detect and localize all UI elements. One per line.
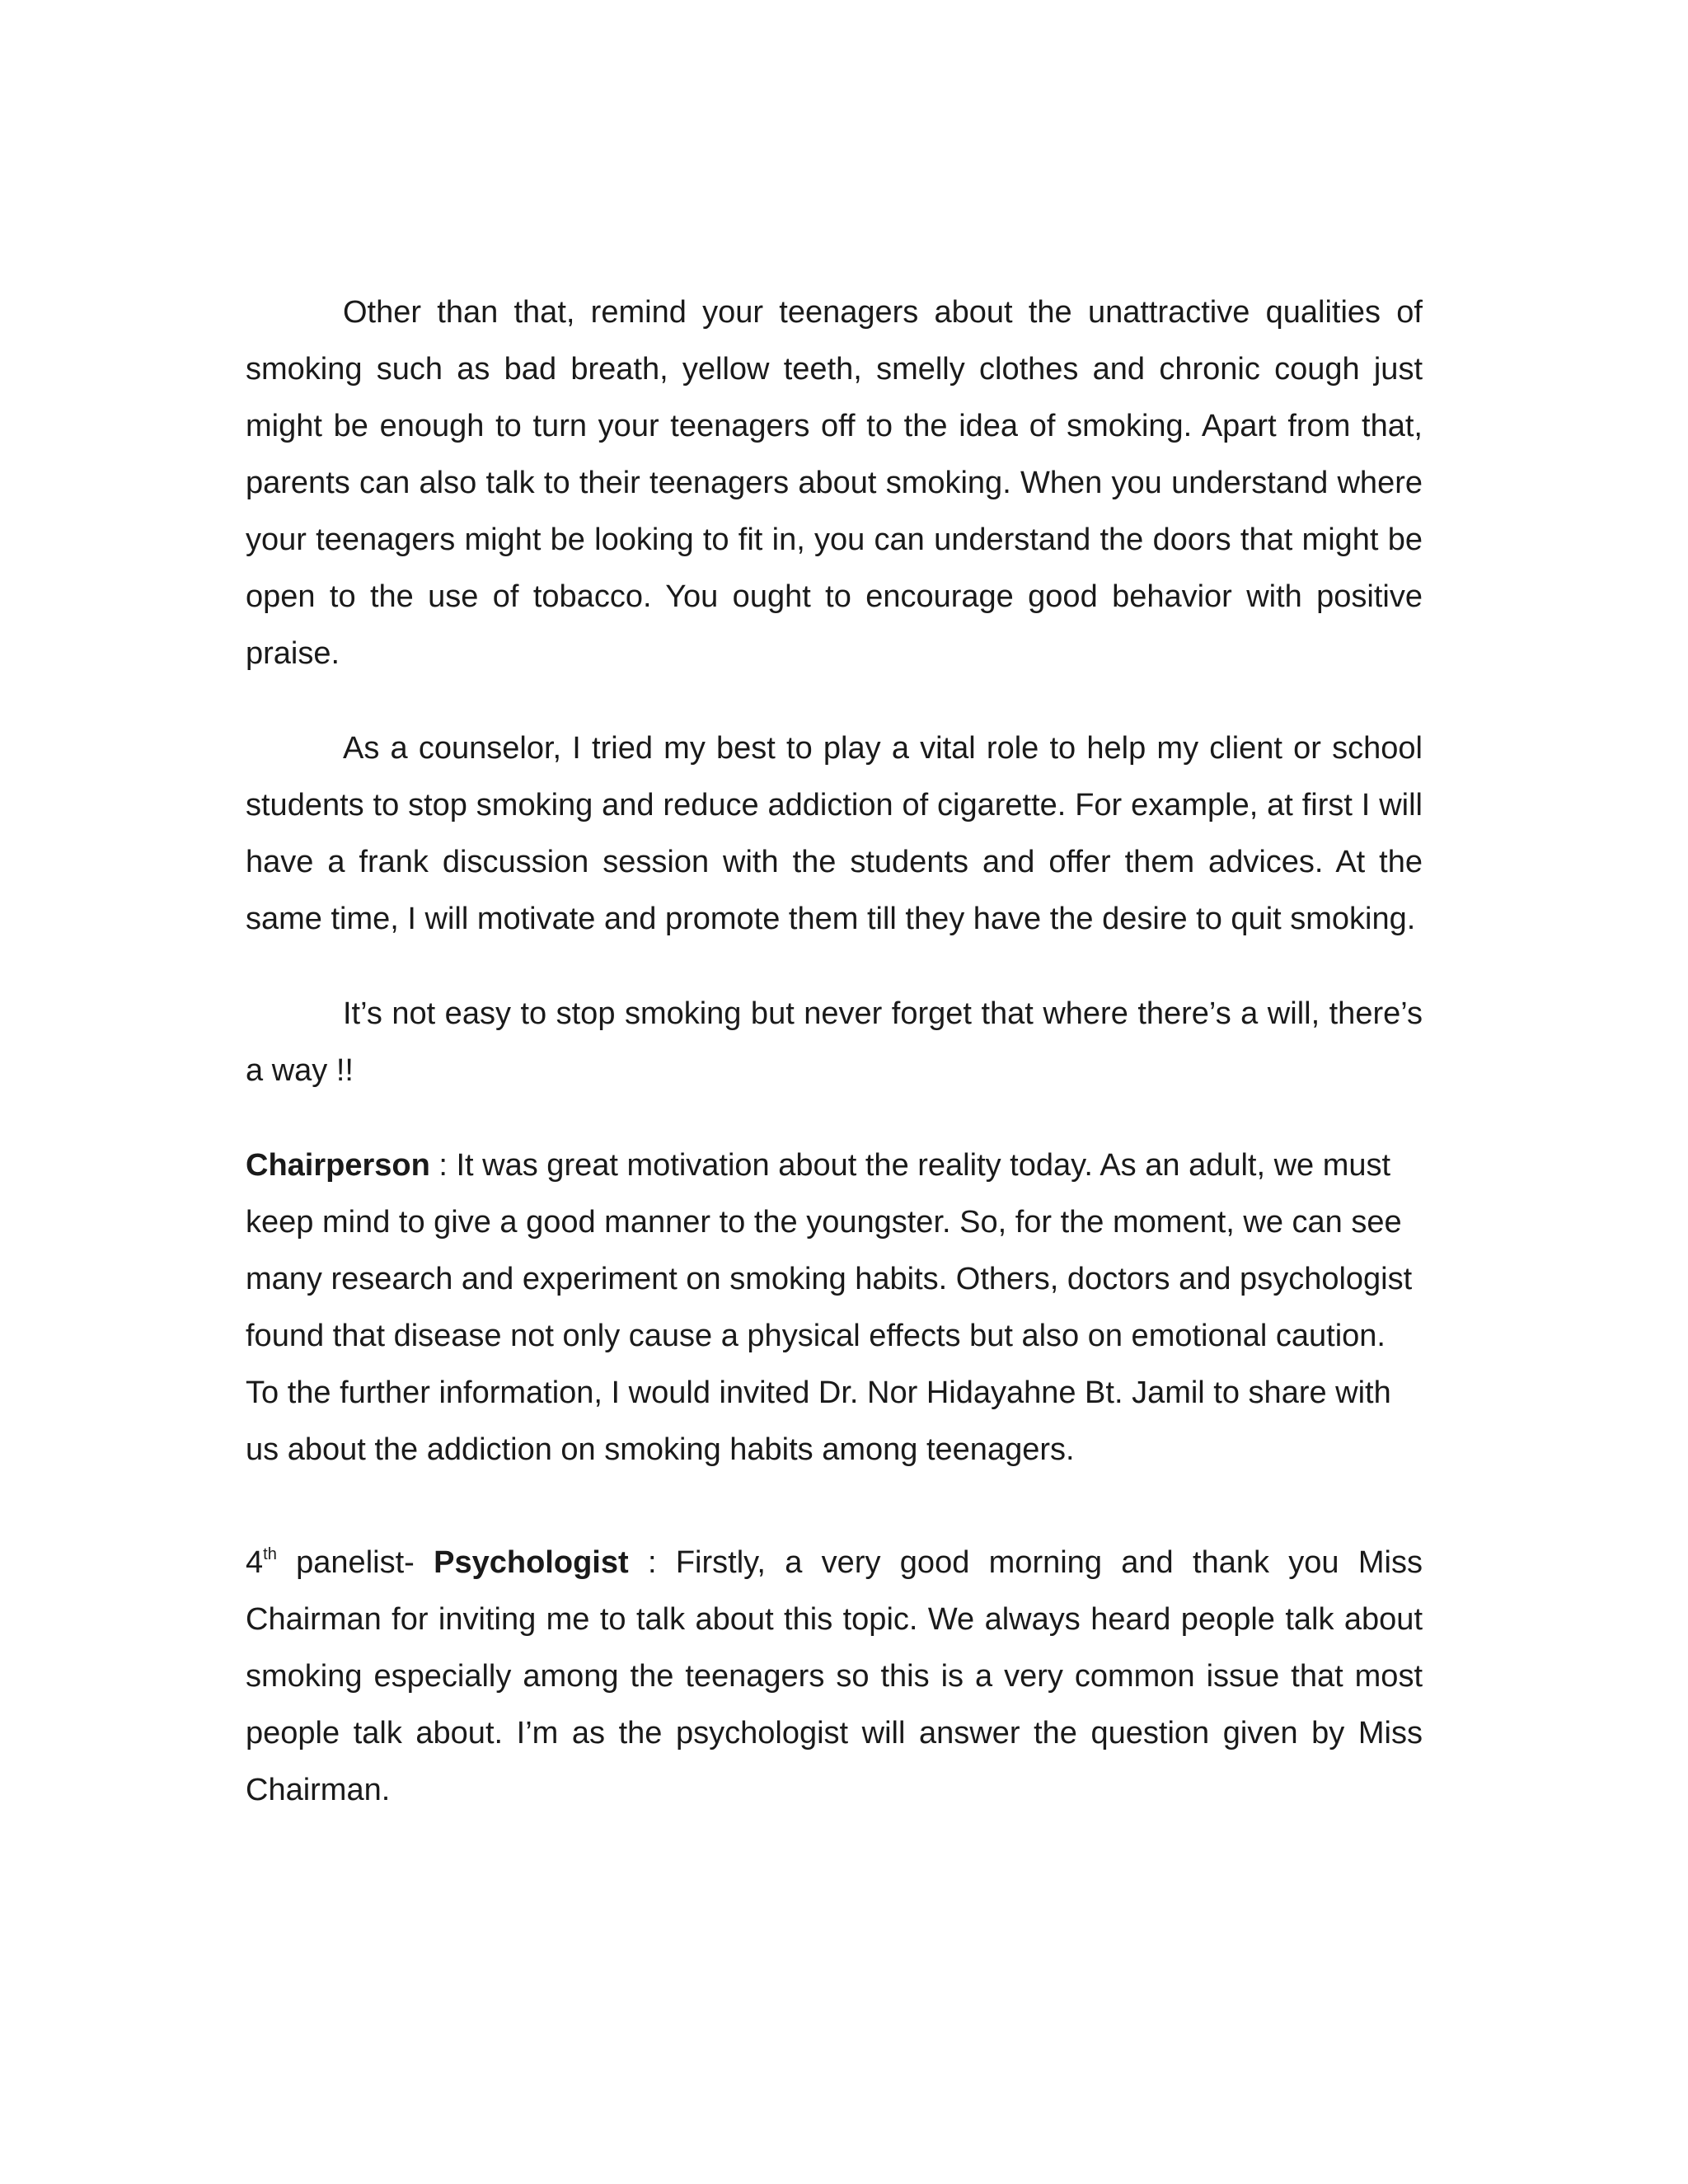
paragraph-counselor-role: As a counselor, I tried my best to play a vital role to help my client or school students to stop smoking and reduce addiction of cigarette. For example, at first I will have a frank discussion session with the students and offer them advices. At the same time, I will motivate and promote them till they have the desire to quit smoking. bbox=[246, 731, 1423, 936]
document-body bbox=[246, 284, 1423, 1819]
panelist-label: panelist- bbox=[276, 1545, 434, 1580]
panelist-number: 4 bbox=[246, 1545, 264, 1580]
paragraph-closing-remark: It’s not easy to stop smoking but never forget that where there’s a will, there’s a way !! bbox=[246, 996, 1423, 1088]
chairperson-statement bbox=[246, 1137, 1423, 1479]
psychologist-statement bbox=[246, 1535, 1423, 1819]
panelist-ordinal-suffix: th bbox=[263, 1545, 277, 1563]
chairperson-statement-text: : It was great motivation about the reality today. As an adult, we must keep mind to give a good manner to the youngster. So, for the moment, we can see many research and experiment on smoking habits. Others, doctors and psychologist found that disease not only cause a physical effects but also on emotional caution. To the further information, I would invited Dr. Nor Hidayahne Bt. Jamil to share with us about the addiction on smoking habits among teenagers. bbox=[246, 1148, 1413, 1467]
psychologist-statement-text: : Firstly, a very good morning and thank you Miss Chairman for inviting me to talk about this topic. We always heard people talk about smoking especially among the teenagers so this is a very common issue that most people talk about. I’m as the psychologist will answer the question given by Miss Chairman. bbox=[246, 1545, 1423, 1807]
chairperson-speaker-label: Chairperson bbox=[246, 1148, 430, 1183]
psychologist-speaker-label: Psychologist bbox=[434, 1545, 629, 1580]
paragraph-parent-advice: Other than that, remind your teenagers about the unattractive qualities of smoking such as bad breath, yellow teeth, smelly clothes and chronic cough just might be enough to turn your teenagers off to the idea of smoking. Apart from that, parents can also talk to their teenagers about smoking. When you understand where your teenagers might be looking to fit in, you can understand the doors that might be open to the use of tobacco. You ought to encourage good behavior with positive praise. bbox=[246, 295, 1423, 671]
